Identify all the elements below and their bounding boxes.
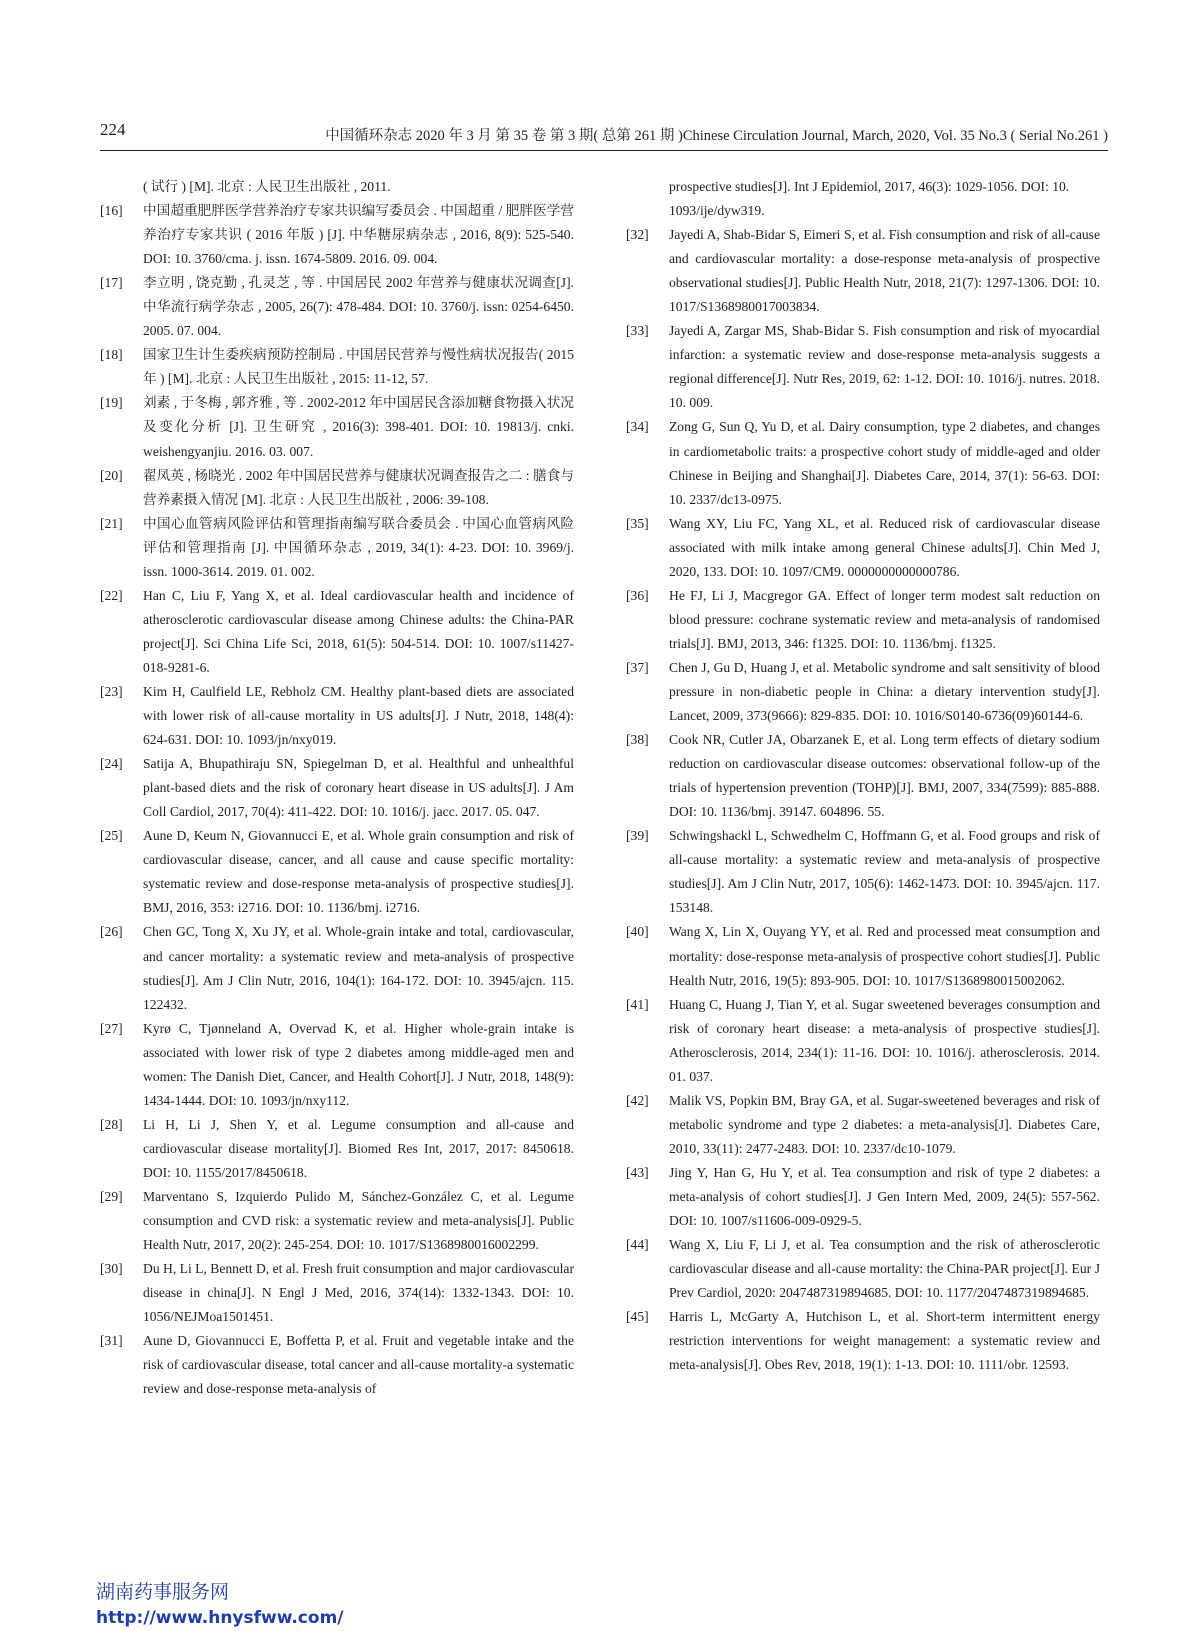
reference-number: [31] xyxy=(100,1333,123,1349)
reference-number: [18] xyxy=(100,347,123,363)
reference-continuation: ( 试行 ) [M]. 北京 : 人民卫生出版社 , 2011. xyxy=(143,179,391,194)
reference-item xyxy=(100,680,574,752)
reference-number: [40] xyxy=(626,924,649,940)
reference-text: 翟凤英 , 杨晓光 . 2002 年中国居民营养与健康状况调查报告之二 : 膳食与营养素摄入情况 [M]. 北京 : 人民卫生出版社 , 2006: 39-108. xyxy=(143,467,574,507)
reference-number: [39] xyxy=(626,828,649,844)
reference-number: [41] xyxy=(626,996,649,1012)
reference-number: [32] xyxy=(626,227,649,243)
reference-item xyxy=(626,1089,1100,1161)
watermark-url[interactable]: http://www.hnysfww.com/ xyxy=(96,1608,344,1628)
reference-item xyxy=(100,1113,574,1185)
reference-item xyxy=(100,1329,574,1401)
reference-number: [35] xyxy=(626,515,649,531)
watermark-site-name: 湖南药事服务网 xyxy=(96,1581,230,1603)
reference-item xyxy=(100,512,574,584)
reference-text: Li H, Li J, Shen Y, et al. Legume consumption and all-cause and cardiovascular disease mortality[J]. Biomed Res Int, 2017, 2017: 8450618. DOI: 10. 1155/2017/8450618. xyxy=(143,1116,574,1180)
reference-item xyxy=(100,752,574,824)
reference-item xyxy=(100,824,574,920)
reference-text: Aune D, Keum N, Giovannucci E, et al. Whole grain consumption and risk of cardiovascular disease, cancer, and all cause and cause specific mortality: systematic review and dose-response meta-analysis of prospective studies[J]. BMJ, 2016, 353: i2716. DOI: 10. 1136/bmj. i2716. xyxy=(143,828,574,916)
reference-text: 中国心血管病风险评估和管理指南编写联合委员会 . 中国心血管病风险评估和管理指南 [J]. 中国循环杂志 , 2019, 34(1): 4-23. DOI: 10. 3969/j. issn. 1000-3614. 2019. 01. 002. xyxy=(143,515,574,579)
reference-item xyxy=(626,993,1100,1089)
right-reference-column xyxy=(626,175,1100,1377)
reference-number: [29] xyxy=(100,1188,123,1204)
reference-number: [26] xyxy=(100,924,123,940)
running-header: 中国循环杂志 2020 年 3 月 第 35 卷 第 3 期( 总第 261 期 )Chinese Circulation Journal, March, 2020, Vol. 35 No.3 ( Serial No.261 ) xyxy=(325,128,1108,144)
reference-text: 国家卫生计生委疾病预防控制局 . 中国居民营养与慢性病状况报告( 2015 年 ) [M]. 北京 : 人民卫生出版社 , 2015: 11-12, 57. xyxy=(143,347,574,387)
reference-item xyxy=(100,584,574,680)
reference-number: [19] xyxy=(100,395,123,411)
reference-item xyxy=(626,656,1100,728)
reference-text: Wang X, Lin X, Ouyang YY, et al. Red and processed meat consumption and mortality: dose-response meta-analysis of prospective cohort studies[J]. Public Health Nutr, 2016, 19(5): 893-905. DOI: 10. 1017/S1368980015002062. xyxy=(669,924,1100,988)
reference-item xyxy=(100,1017,574,1113)
reference-number: [43] xyxy=(626,1164,649,1180)
reference-continuation: prospective studies[J]. Int J Epidemiol, 2017, 46(3): 1029-1056. DOI: 10. 1093/ije/dyw319. xyxy=(669,179,1070,219)
reference-text: He FJ, Li J, Macgregor GA. Effect of longer term modest salt reduction on blood pressure: cochrane systematic review and meta-analysis of randomised trials[J]. BMJ, 2013, 346: f1325. DOI: 10. 1136/bmj. f1325. xyxy=(669,587,1100,651)
reference-number: [28] xyxy=(100,1116,123,1132)
reference-item xyxy=(626,319,1100,415)
reference-text: Schwingshackl L, Schwedhelm C, Hoffmann G, et al. Food groups and risk of all-cause mortality: a systematic review and meta-analysis of prospective studies[J]. Am J Clin Nutr, 2017, 105(6): 1462-1473. DOI: 10. 3945/ajcn. 117. 153148. xyxy=(669,828,1100,916)
reference-item xyxy=(100,920,574,1016)
watermark xyxy=(96,1579,344,1631)
reference-text: Jayedi A, Shab-Bidar S, Eimeri S, et al. Fish consumption and risk of all-cause and cardiovascular mortality: a dose-response meta-analysis of prospective observational studies[J]. Public Health Nutr, 2018, 21(7): 1297-1306. DOI: 10. 1017/S1368980017003834. xyxy=(669,227,1100,315)
reference-text: Malik VS, Popkin BM, Bray GA, et al. Sugar-sweetened beverages and risk of metabolic syndrome and type 2 diabetes: a meta-analysis[J]. Diabetes Care, 2010, 33(11): 2477-2483. DOI: 10. 2337/dc10-1079. xyxy=(669,1092,1100,1156)
reference-number: [45] xyxy=(626,1309,649,1325)
reference-text: 中国超重肥胖医学营养治疗专家共识编写委员会 . 中国超重 / 肥胖医学营养治疗专家共识 ( 2016 年版 ) [J]. 中华糖尿病杂志 , 2016, 8(9): 525-540. DOI: 10. 3760/cma. j. issn. 1674-5809. 2016. 09. 004. xyxy=(143,203,574,267)
reference-text: 李立明 , 饶克勤 , 孔灵芝 , 等 . 中国居民 2002 年营养与健康状况调查[J]. 中华流行病学杂志 , 2005, 26(7): 478-484. DOI: 10. 3760/j. issn: 0254-6450. 2005. 07. 004. xyxy=(143,275,574,339)
reference-text: 刘素 , 于冬梅 , 郭齐雅 , 等 . 2002-2012 年中国居民含添加糖食物摄入状况及变化分析 [J]. 卫生研究 , 2016(3): 398-401. DOI: 10. 19813/j. cnki. weishengyanjiu. 2016. 03. 007. xyxy=(143,395,574,459)
reference-text: Kim H, Caulfield LE, Rebholz CM. Healthy plant-based diets are associated with lower risk of all-cause mortality in US adults[J]. J Nutr, 2018, 148(4): 624-631. DOI: 10. 1093/jn/nxy019. xyxy=(143,683,574,748)
reference-text: Zong G, Sun Q, Yu D, et al. Dairy consumption, type 2 diabetes, and changes in cardiometabolic traits: a prospective cohort study of middle-aged and older Chinese in Beijing and Shanghai[J]. Diabetes Care, 2014, 37(1): 56-63. DOI: 10. 2337/dc13-0975. xyxy=(669,419,1100,507)
reference-item xyxy=(626,824,1100,920)
reference-text: Chen J, Gu D, Huang J, et al. Metabolic syndrome and salt sensitivity of blood pressure in non-diabetic people in China: a dietary intervention study[J]. Lancet, 2009, 373(9666): 829-835. DOI: 10. 1016/S0140-6736(09)60144-6. xyxy=(669,659,1100,724)
reference-text: Jing Y, Han G, Hu Y, et al. Tea consumption and risk of type 2 diabetes: a meta-analysis of cohort studies[J]. J Gen Intern Med, 2009, 24(5): 557-562. DOI: 10. 1007/s11606-009-0929-5. xyxy=(669,1164,1100,1229)
right-reference-list xyxy=(626,223,1100,1377)
reference-text: Wang X, Liu F, Li J, et al. Tea consumption and the risk of atherosclerotic cardiovascular disease and all-cause mortality: the China-PAR project[J]. Eur J Prev Cardiol, 2020: 2047487319894685. DOI: 10. 1177/2047487319894685. xyxy=(669,1237,1100,1301)
page-number: 224 xyxy=(100,120,126,139)
reference-text: Kyrø C, Tjønneland A, Overvad K, et al. Higher whole-grain intake is associated with lower risk of type 2 diabetes among middle-aged men and women: The Danish Diet, Cancer, and Health Cohort[J]. J Nutr, 2018, 148(9): 1434-1444. DOI: 10. 1093/jn/nxy112. xyxy=(143,1020,574,1108)
reference-number: [25] xyxy=(100,828,123,844)
reference-number: [21] xyxy=(100,515,123,531)
reference-item xyxy=(626,1305,1100,1377)
left-reference-list xyxy=(100,199,574,1401)
reference-number: [22] xyxy=(100,587,123,603)
reference-number: [44] xyxy=(626,1237,649,1253)
reference-item xyxy=(626,920,1100,992)
reference-item xyxy=(626,1233,1100,1305)
reference-text: Satija A, Bhupathiraju SN, Spiegelman D, et al. Healthful and unhealthful plant-based diets and the risk of coronary heart disease in US adults[J]. J Am Coll Cardiol, 2017, 70(4): 411-422. DOI: 10. 1016/j. jacc. 2017. 05. 047. xyxy=(143,756,574,820)
reference-item xyxy=(100,464,574,512)
reference-item xyxy=(626,584,1100,656)
reference-number: [23] xyxy=(100,683,123,699)
reference-text: Jayedi A, Zargar MS, Shab-Bidar S. Fish consumption and risk of myocardial infarction: a systematic review and dose-response meta-analysis suggests a regional difference[J]. Nutr Res, 2019, 62: 1-12. DOI: 10. 1016/j. nutres. 2018. 10. 009. xyxy=(669,323,1100,411)
reference-number: [16] xyxy=(100,203,123,219)
reference-text: Marventano S, Izquierdo Pulido M, Sánchez-González C, et al. Legume consumption and CVD risk: a systematic review and meta-analysis[J]. Public Health Nutr, 2017, 20(2): 245-254. DOI: 10. 1017/S1368980016002299. xyxy=(143,1188,574,1253)
reference-text: Han C, Liu F, Yang X, et al. Ideal cardiovascular health and incidence of atherosclerotic cardiovascular disease among Chinese adults: the China-PAR project[J]. Sci China Life Sci, 2018, 61(5): 504-514. DOI: 10. 1007/s11427-018-9281-6. xyxy=(143,587,574,675)
reference-item xyxy=(626,415,1100,511)
reference-number: [33] xyxy=(626,323,649,339)
reference-number: [37] xyxy=(626,659,649,675)
reference-text: Du H, Li L, Bennett D, et al. Fresh fruit consumption and major cardiovascular disease in china[J]. N Engl J Med, 2016, 374(14): 1332-1343. DOI: 10. 1056/NEJMoa1501451. xyxy=(143,1261,574,1325)
reference-number: [17] xyxy=(100,275,123,291)
reference-item xyxy=(100,1185,574,1257)
reference-item xyxy=(100,1257,574,1329)
reference-text: Huang C, Huang J, Tian Y, et al. Sugar sweetened beverages consumption and risk of coronary heart disease: a meta-analysis of prospective studies[J]. Atherosclerosis, 2014, 234(1): 11-16. DOI: 10. 1016/j. atherosclerosis. 2014. 01. 037. xyxy=(669,996,1100,1084)
reference-text: Harris L, McGarty A, Hutchison L, et al. Short-term intermittent energy restriction interventions for weight management: a systematic review and meta-analysis[J]. Obes Rev, 2018, 19(1): 1-13. DOI: 10. 1111/obr. 12593. xyxy=(669,1309,1100,1373)
reference-text: Chen GC, Tong X, Xu JY, et al. Whole-grain intake and total, cardiovascular, and cancer mortality: a systematic review and meta-analysis of prospective studies[J]. Am J Clin Nutr, 2016, 104(1): 164-172. DOI: 10. 3945/ajcn. 115. 122432. xyxy=(143,924,574,1012)
reference-item xyxy=(626,512,1100,584)
reference-number: [34] xyxy=(626,419,649,435)
reference-item xyxy=(626,1161,1100,1233)
reference-number: [27] xyxy=(100,1020,123,1036)
reference-item xyxy=(100,199,574,271)
reference-text: Wang XY, Liu FC, Yang XL, et al. Reduced risk of cardiovascular disease associated with milk intake among general Chinese adults[J]. Chin Med J, 2020, 133. DOI: 10. 1097/CM9. 0000000000000786. xyxy=(669,515,1100,579)
reference-number: [42] xyxy=(626,1092,649,1108)
reference-item xyxy=(100,271,574,343)
reference-item xyxy=(100,391,574,463)
reference-item xyxy=(626,223,1100,319)
reference-number: [30] xyxy=(100,1261,123,1277)
reference-item xyxy=(100,343,574,391)
header-rule xyxy=(100,150,1108,151)
reference-number: [20] xyxy=(100,467,123,483)
reference-item xyxy=(626,728,1100,824)
reference-number: [38] xyxy=(626,732,649,748)
reference-text: Aune D, Giovannucci E, Boffetta P, et al. Fruit and vegetable intake and the risk of cardiovascular disease, total cancer and all-cause mortality-a systematic review and dose-response meta-analysis of xyxy=(143,1333,574,1397)
reference-text: Cook NR, Cutler JA, Obarzanek E, et al. Long term effects of dietary sodium reduction on cardiovascular disease outcomes: observational follow-up of the trials of hypertension prevention (TOHP)[J]. BMJ, 2007, 334(7599): 885-888. DOI: 10. 1136/bmj. 39147. 604896. 55. xyxy=(669,732,1100,820)
reference-number: [24] xyxy=(100,756,123,772)
reference-number: [36] xyxy=(626,587,649,603)
left-reference-column xyxy=(100,175,574,1401)
